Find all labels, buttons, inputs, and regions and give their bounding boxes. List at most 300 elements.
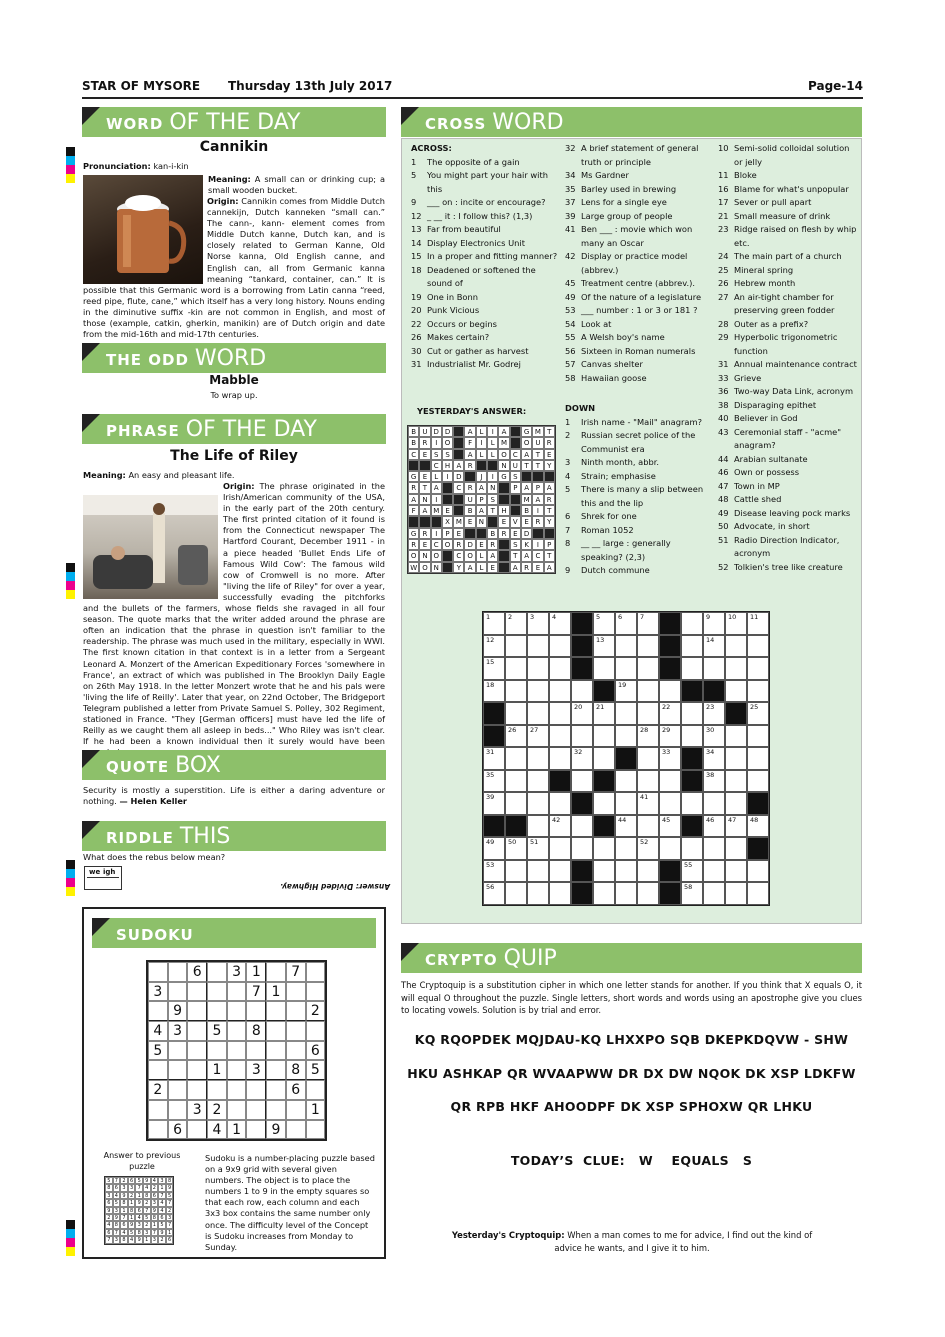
crossword-cell[interactable] <box>725 770 747 793</box>
answer-cell: B <box>408 437 419 448</box>
sudoku-answer-cell: 9 <box>135 1236 143 1243</box>
crossword-cell[interactable]: 27 <box>527 725 549 748</box>
crossword-cell[interactable]: 50 <box>505 837 527 860</box>
answer-cell: U <box>510 460 521 471</box>
crossword-cell[interactable]: 46 <box>703 815 725 838</box>
sudoku-cell[interactable] <box>286 1120 306 1140</box>
sudoku-cell[interactable] <box>306 1021 326 1041</box>
answer-cell: P <box>532 482 543 493</box>
answer-cell: B <box>487 528 498 539</box>
sudoku-answer-cell: 2 <box>143 1199 151 1206</box>
crossword-cell[interactable]: 13 <box>593 635 615 658</box>
sudoku-cell[interactable] <box>227 1080 247 1100</box>
sudoku-cell: 1 <box>207 1060 227 1080</box>
sudoku-answer-cell: 1 <box>151 1221 159 1228</box>
crossword-cell[interactable] <box>725 725 747 748</box>
crossword-cell[interactable] <box>593 860 615 883</box>
crossword-cell[interactable] <box>505 680 527 703</box>
sudoku-cell[interactable] <box>187 1120 207 1140</box>
sudoku-answer-cell: 8 <box>120 1199 128 1206</box>
answer-cell: A <box>532 494 543 505</box>
crossword-block <box>571 860 593 883</box>
crossword-cell[interactable] <box>549 680 571 703</box>
sudoku-answer-cell: 1 <box>143 1236 151 1243</box>
answer-cell: L <box>476 449 487 460</box>
crossword-cell[interactable] <box>681 702 703 725</box>
answer-cell: M <box>431 505 442 516</box>
crossword-cell[interactable]: 34 <box>703 747 725 770</box>
crossword-cell[interactable]: 38 <box>703 770 725 793</box>
sudoku-cell[interactable] <box>148 962 168 982</box>
crossword-cell[interactable]: 48 <box>747 815 769 838</box>
sudoku-answer-cell: 7 <box>120 1214 128 1221</box>
crossword-cell[interactable] <box>505 702 527 725</box>
crossword-cell[interactable] <box>527 815 549 838</box>
crossword-cell[interactable] <box>747 747 769 770</box>
sudoku-answer-cell: 4 <box>135 1214 143 1221</box>
crossword-cell[interactable] <box>681 792 703 815</box>
crossword-cell[interactable] <box>615 725 637 748</box>
crossword-cell[interactable]: 32 <box>571 747 593 770</box>
sudoku-cell[interactable] <box>227 1100 247 1120</box>
answer-cell: A <box>521 482 532 493</box>
answer-cell: L <box>476 550 487 561</box>
across-clue-5: 5 You might part your hair with this <box>411 170 548 194</box>
crossword-cell[interactable] <box>527 635 549 658</box>
crossword-cell[interactable] <box>703 837 725 860</box>
crossword-cell[interactable] <box>725 635 747 658</box>
sudoku-cell[interactable] <box>207 962 227 982</box>
crossword-cell[interactable] <box>593 657 615 680</box>
crossword-grid[interactable] <box>482 611 770 906</box>
sudoku-cell[interactable] <box>286 1021 306 1041</box>
crossword-cell[interactable] <box>549 657 571 680</box>
crossword-cell[interactable] <box>571 680 593 703</box>
sudoku-answer-cell: 4 <box>158 1199 166 1206</box>
answer-cell: M <box>453 516 464 527</box>
crossword-cell[interactable] <box>615 837 637 860</box>
across-clue-31: 31 Industrialist Mr. Godrej <box>411 359 521 369</box>
crossword-cell[interactable] <box>747 860 769 883</box>
down-clue-1: 1 Irish name - "Mail" anagram? <box>565 416 702 427</box>
crossword-cell[interactable] <box>505 860 527 883</box>
answer-cell <box>442 494 453 505</box>
sudoku-grid[interactable] <box>146 960 327 1141</box>
crossword-cell[interactable]: 31 <box>483 747 505 770</box>
riddle-header: RIDDLE THIS <box>82 821 386 851</box>
sudoku-cell[interactable] <box>286 1041 306 1061</box>
answer-cell: T <box>510 550 521 561</box>
sudoku-answer-cell: 6 <box>151 1192 159 1199</box>
answer-cell: E <box>453 528 464 539</box>
sudoku-cell[interactable] <box>168 1100 188 1120</box>
sudoku-cell: 8 <box>286 1060 306 1080</box>
sudoku-answer-cell: 3 <box>113 1207 121 1214</box>
crossword-cell[interactable] <box>637 747 659 770</box>
crossword-cell[interactable] <box>571 837 593 860</box>
crossword-cell[interactable]: 2 <box>505 612 527 635</box>
crossword-cell[interactable]: 14 <box>703 635 725 658</box>
crossword-cell[interactable] <box>527 747 549 770</box>
sudoku-cell[interactable] <box>266 1080 286 1100</box>
sudoku-cell[interactable] <box>187 1041 207 1061</box>
across-clue-34: 34 Ms Gardner <box>565 170 629 180</box>
crossword-cell[interactable] <box>527 657 549 680</box>
answer-cell: I <box>532 539 543 550</box>
down-clue-16: 16 Blame for what's unpopular <box>718 183 849 194</box>
answer-cell: R <box>532 516 543 527</box>
answer-cell: H <box>498 505 509 516</box>
answer-cell: E <box>442 505 453 516</box>
answer-cell: C <box>431 460 442 471</box>
answer-cell <box>442 482 453 493</box>
crossword-cell[interactable] <box>703 792 725 815</box>
crossword-cell[interactable]: 22 <box>659 702 681 725</box>
sudoku-cell[interactable] <box>187 1080 207 1100</box>
crossword-block <box>681 770 703 793</box>
sudoku-cell[interactable] <box>187 1060 207 1080</box>
answer-cell: A <box>464 449 475 460</box>
crossword-cell[interactable] <box>725 860 747 883</box>
sudoku-cell[interactable] <box>168 1080 188 1100</box>
answer-cell: D <box>431 426 442 437</box>
down-clue-46: 46 Own or possess <box>718 467 800 477</box>
crossword-cell[interactable] <box>549 635 571 658</box>
answer-cell: T <box>532 449 543 460</box>
crossword-cell[interactable] <box>571 770 593 793</box>
crossword-cell[interactable] <box>505 657 527 680</box>
sudoku-cell[interactable] <box>286 982 306 1002</box>
crossword-cell[interactable] <box>615 657 637 680</box>
sudoku-cell[interactable] <box>306 982 326 1002</box>
answer-cell: S <box>487 494 498 505</box>
crossword-cell[interactable] <box>549 725 571 748</box>
sudoku-answer-cell: 7 <box>135 1184 143 1191</box>
sudoku-cell[interactable] <box>306 1120 326 1140</box>
sudoku-answer-grid <box>104 1176 174 1245</box>
crossword-cell[interactable]: 41 <box>637 792 659 815</box>
crossword-cell[interactable] <box>681 635 703 658</box>
crossword-cell[interactable]: 29 <box>659 725 681 748</box>
sudoku-cell[interactable] <box>148 1100 168 1120</box>
sudoku-cell[interactable] <box>266 1041 286 1061</box>
sudoku-cell[interactable] <box>207 1001 227 1021</box>
crossword-cell[interactable]: 23 <box>703 702 725 725</box>
sudoku-cell[interactable] <box>207 1041 227 1061</box>
crossword-cell[interactable] <box>571 725 593 748</box>
crossword-cell[interactable]: 47 <box>725 815 747 838</box>
crossword-cell[interactable] <box>703 657 725 680</box>
sudoku-cell[interactable] <box>168 962 188 982</box>
crossword-cell[interactable]: 15 <box>483 657 505 680</box>
crossword-cell[interactable]: 45 <box>659 815 681 838</box>
crossword-cell[interactable] <box>637 702 659 725</box>
answer-cell: G <box>408 471 419 482</box>
paper-name: STAR OF MYSORE <box>82 79 201 93</box>
crossword-cell[interactable] <box>549 837 571 860</box>
crossword-block <box>659 635 681 658</box>
answer-cell: R <box>544 437 555 448</box>
crossword-cell[interactable] <box>637 860 659 883</box>
crossword-cell[interactable] <box>549 747 571 770</box>
crossword-cell[interactable]: 12 <box>483 635 505 658</box>
crossword-cell[interactable] <box>725 837 747 860</box>
down-clue-10: 10 Semi-solid colloidal solution or jelly <box>718 143 850 167</box>
crossword-cell[interactable] <box>615 770 637 793</box>
answer-cell <box>498 550 509 561</box>
crossword-cell[interactable] <box>505 792 527 815</box>
crossword-cell[interactable]: 44 <box>615 815 637 838</box>
crossword-cell[interactable] <box>505 882 527 905</box>
crossword-cell[interactable]: 35 <box>483 770 505 793</box>
sudoku-answer-cell: 7 <box>166 1221 174 1228</box>
down-clue-11: 11 Bloke <box>718 170 757 180</box>
crossword-cell[interactable] <box>637 657 659 680</box>
crossword-cell[interactable] <box>571 815 593 838</box>
sudoku-cell[interactable] <box>306 962 326 982</box>
crossword-cell[interactable] <box>615 792 637 815</box>
crossword-cell[interactable] <box>659 680 681 703</box>
crossword-cell[interactable]: 19 <box>615 680 637 703</box>
crossword-cell[interactable] <box>659 837 681 860</box>
crossword-cell[interactable]: 21 <box>593 702 615 725</box>
answer-cell: R <box>498 528 509 539</box>
crossword-cell[interactable]: 42 <box>549 815 571 838</box>
crossword-cell[interactable] <box>681 612 703 635</box>
crossword-cell[interactable] <box>747 680 769 703</box>
crossword-cell[interactable]: 1 <box>483 612 505 635</box>
crossword-cell[interactable] <box>505 635 527 658</box>
sudoku-cell[interactable] <box>246 1120 266 1140</box>
answer-cell: S <box>510 471 521 482</box>
crossword-block <box>659 657 681 680</box>
answer-cell: K <box>521 539 532 550</box>
crossword-header: CROSS WORD <box>401 107 862 137</box>
sudoku-cell[interactable] <box>187 1021 207 1041</box>
sudoku-cell[interactable] <box>266 1021 286 1041</box>
crossword-cell[interactable] <box>549 702 571 725</box>
sudoku-cell: 5 <box>148 1041 168 1061</box>
crossword-cell[interactable] <box>725 747 747 770</box>
color-strip <box>66 147 75 183</box>
sudoku-answer-cell: 2 <box>166 1207 174 1214</box>
crossword-cell[interactable] <box>681 837 703 860</box>
sudoku-cell[interactable] <box>266 1100 286 1120</box>
sudoku-cell[interactable] <box>227 1060 247 1080</box>
crossword-cell[interactable] <box>659 792 681 815</box>
down-heading: DOWN <box>565 403 596 413</box>
crossword-cell[interactable] <box>637 882 659 905</box>
crossword-cell[interactable] <box>527 702 549 725</box>
sudoku-cell: 1 <box>227 1120 247 1140</box>
crossword-cell[interactable] <box>549 882 571 905</box>
sudoku-cell[interactable] <box>266 1060 286 1080</box>
crossword-cell[interactable]: 51 <box>527 837 549 860</box>
sudoku-cell[interactable] <box>227 982 247 1002</box>
sudoku-cell[interactable] <box>246 1041 266 1061</box>
sudoku-cell: 3 <box>246 1060 266 1080</box>
crossword-cell[interactable] <box>593 882 615 905</box>
sudoku-cell[interactable] <box>266 962 286 982</box>
crossword-cell[interactable] <box>747 657 769 680</box>
color-strip <box>66 860 75 896</box>
crossword-cell[interactable] <box>527 882 549 905</box>
sudoku-cell[interactable] <box>246 1001 266 1021</box>
crossword-cell[interactable]: 53 <box>483 860 505 883</box>
sudoku-cell[interactable] <box>227 1041 247 1061</box>
sudoku-cell[interactable] <box>187 982 207 1002</box>
sudoku-cell[interactable] <box>286 1001 306 1021</box>
crossword-cell[interactable] <box>549 792 571 815</box>
sudoku-answer-cell: 4 <box>143 1184 151 1191</box>
crossword-block <box>593 815 615 838</box>
crossword-cell[interactable] <box>725 680 747 703</box>
sudoku-cell: 6 <box>286 1080 306 1100</box>
crossword-block <box>483 815 505 838</box>
crossword-cell[interactable] <box>593 725 615 748</box>
crossword-cell[interactable] <box>615 635 637 658</box>
answer-cell <box>408 516 419 527</box>
crossword-cell[interactable]: 3 <box>527 612 549 635</box>
crossword-cell[interactable] <box>615 702 637 725</box>
crossword-cell[interactable]: 55 <box>681 860 703 883</box>
crossword-cell[interactable] <box>615 860 637 883</box>
crossword-cell[interactable]: 9 <box>703 612 725 635</box>
crossword-cell[interactable] <box>637 635 659 658</box>
crossword-cell[interactable] <box>725 792 747 815</box>
crossword-cell[interactable] <box>747 770 769 793</box>
sudoku-answer-cell: 7 <box>158 1192 166 1199</box>
crossword-cell[interactable] <box>527 680 549 703</box>
crossword-cell[interactable]: 56 <box>483 882 505 905</box>
crossword-cell[interactable] <box>593 837 615 860</box>
crossword-cell[interactable] <box>659 770 681 793</box>
cryptoquip-line-3: QR RPB HKF AHOODPF DK XSP SPHOXW QR LHKU <box>450 1099 813 1114</box>
across-clue-32: 32 A brief statement of general truth or principle <box>565 143 699 167</box>
pronunciation: Pronunciation: kan-i-kin <box>83 161 189 171</box>
crossword-cell[interactable]: 11 <box>747 612 769 635</box>
crossword-block <box>571 882 593 905</box>
down-clue-25: 25 Mineral spring <box>718 264 794 275</box>
issue-date: Thursday 13th July 2017 <box>228 79 393 93</box>
crossword-cell[interactable] <box>637 770 659 793</box>
crossword-cell[interactable] <box>637 680 659 703</box>
crossword-cell[interactable]: 58 <box>681 882 703 905</box>
answer-cell: R <box>464 482 475 493</box>
answer-cell: U <box>419 426 430 437</box>
crossword-cell[interactable] <box>747 635 769 658</box>
sudoku-cell[interactable] <box>168 982 188 1002</box>
answer-cell: A <box>408 494 419 505</box>
crossword-cell[interactable] <box>637 815 659 838</box>
crossword-cell[interactable]: 52 <box>637 837 659 860</box>
sudoku-answer-cell: 8 <box>143 1192 151 1199</box>
crossword-cell[interactable]: 49 <box>483 837 505 860</box>
crossword-cell[interactable]: 7 <box>637 612 659 635</box>
sudoku-cell[interactable] <box>286 1100 306 1120</box>
crossword-cell[interactable]: 33 <box>659 747 681 770</box>
crossword-cell[interactable] <box>505 747 527 770</box>
sudoku-cell[interactable] <box>207 1080 227 1100</box>
crossword-cell[interactable]: 28 <box>637 725 659 748</box>
crossword-cell[interactable] <box>725 882 747 905</box>
crossword-cell[interactable]: 6 <box>615 612 637 635</box>
sudoku-cell[interactable] <box>148 1001 168 1021</box>
sudoku-cell[interactable] <box>168 1060 188 1080</box>
answer-cell <box>544 528 555 539</box>
crossword-cell[interactable] <box>549 860 571 883</box>
sudoku-cell[interactable] <box>227 1021 247 1041</box>
sudoku-cell: 2 <box>207 1100 227 1120</box>
answer-cell: O <box>419 562 430 573</box>
sudoku-cell[interactable] <box>306 1080 326 1100</box>
sudoku-cell[interactable] <box>246 1100 266 1120</box>
answer-cell: X <box>442 516 453 527</box>
sudoku-cell[interactable] <box>148 1060 168 1080</box>
answer-cell: O <box>431 550 442 561</box>
crossword-cell[interactable] <box>593 792 615 815</box>
crossword-cell[interactable] <box>527 860 549 883</box>
crossword-cell[interactable] <box>681 657 703 680</box>
crossword-cell[interactable] <box>747 725 769 748</box>
cryptoquip-intro: The Cryptoquip is a substitution cipher in which one letter stands for another. If you think that X equals O, it will equal O throughout the puzzle. Single letters, short words and words using an apostrophe give you clues to locating vowels. Solution is by trial and error. <box>401 980 862 1015</box>
crossword-cell[interactable] <box>747 882 769 905</box>
crossword-cell[interactable]: 30 <box>703 725 725 748</box>
answer-cell <box>510 494 521 505</box>
crossword-cell[interactable] <box>615 882 637 905</box>
crossword-cell[interactable] <box>703 882 725 905</box>
crossword-cell[interactable]: 5 <box>593 612 615 635</box>
sudoku-answer-cell: 9 <box>151 1207 159 1214</box>
answer-cell: R <box>464 460 475 471</box>
sudoku-answer-cell: 3 <box>151 1236 159 1243</box>
answer-cell: T <box>487 505 498 516</box>
sudoku-cell[interactable] <box>227 1001 247 1021</box>
sudoku-cell[interactable] <box>246 1080 266 1100</box>
crossword-cell[interactable] <box>681 725 703 748</box>
sudoku-answer-cell: 6 <box>128 1177 136 1184</box>
phrase-of-day-header: PHRASE OF THE DAY <box>82 414 386 444</box>
crossword-cell[interactable] <box>703 860 725 883</box>
crossword-cell[interactable]: 39 <box>483 792 505 815</box>
answer-cell: S <box>431 449 442 460</box>
sudoku-answer-cell: 3 <box>105 1192 113 1199</box>
sudoku-cell[interactable] <box>187 1001 207 1021</box>
crossword-cell[interactable] <box>725 657 747 680</box>
odd-word: Mabble <box>209 373 259 387</box>
down-clue-49: 49 Disease leaving pock marks <box>718 507 851 518</box>
answer-cell: F <box>464 437 475 448</box>
crossword-cell[interactable]: 10 <box>725 612 747 635</box>
answer-cell: N <box>476 516 487 527</box>
sudoku-cell[interactable] <box>207 982 227 1002</box>
crossword-cell[interactable] <box>593 747 615 770</box>
crossword-cell[interactable]: 26 <box>505 725 527 748</box>
crossword-cell[interactable] <box>527 792 549 815</box>
crossword-cell[interactable] <box>527 770 549 793</box>
answer-cell: L <box>487 449 498 460</box>
crossword-cell[interactable] <box>505 770 527 793</box>
sudoku-cell[interactable] <box>168 1041 188 1061</box>
sudoku-description: Sudoku is a number-placing puzzle based on a 9x9 grid with several given numbers. The object is to place the numbers 1 to 9 in the empty squares so that each row, each column and each 3x3 box contains the same number only once. The difficulty level of the Concept is Sudoku increases from Monday to Sunday. <box>205 1153 375 1252</box>
crossword-cell[interactable]: 18 <box>483 680 505 703</box>
sudoku-answer-cell: 6 <box>158 1214 166 1221</box>
crossword-cell[interactable]: 20 <box>571 702 593 725</box>
sudoku-cell[interactable] <box>266 1001 286 1021</box>
crossword-cell[interactable]: 25 <box>747 702 769 725</box>
sudoku-cell[interactable] <box>148 1120 168 1140</box>
crossword-cell[interactable]: 4 <box>549 612 571 635</box>
